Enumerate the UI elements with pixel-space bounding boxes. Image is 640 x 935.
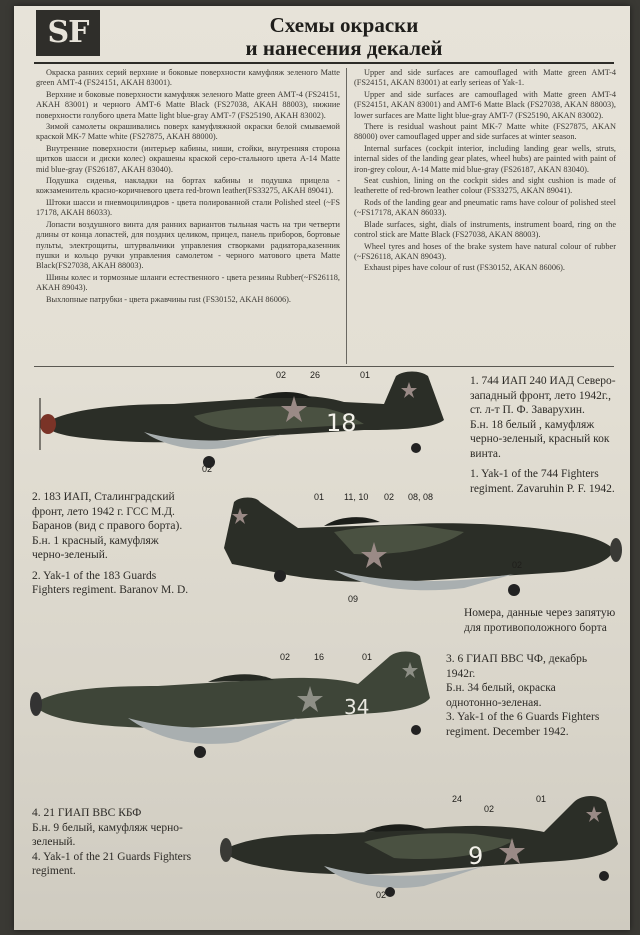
callout-label: 09 (348, 594, 359, 604)
callout-label: 02 (376, 890, 387, 900)
callout-label: 01 (314, 492, 325, 502)
en-paragraph: Upper and side surfaces are camouflaged with Matte green AMT-4 (FS24151, AKAN 83001) and AMT-6 Matte Black (FS27038, AKAN 88003), lower surfaces are Matte light blue-gray AMT-7 (FS25190, AKAN 83002). (354, 89, 616, 120)
callout-label: 01 (360, 370, 371, 380)
aircraft-profile-3 (18, 646, 438, 768)
ru-paragraph: Лопасти воздушного винта для ранних вариантов тыльная часть на три четверти длины от конца лопастей, для поздних целиком, прицел, панель приборов, бортовые пульты, электрощиты, штурвальчики управления створками радиатора,казенник пушки и кольцо ручки управления самолетом - черного матового цвета Matte Black(FS27038, AKAH 88003). (36, 219, 340, 271)
callout-label: 02 (484, 804, 495, 814)
aircraft-profile-4 (214, 788, 626, 900)
decal-sheet (14, 6, 630, 930)
section-rule (34, 366, 614, 367)
tail-number-34: 34 (344, 695, 370, 719)
ru-paragraph: Зимой самолеты окрашивались поверх камуфляжной окраски белой смываемой краской МК-7 Matte white (FS27875, AKAH 88000). (36, 122, 340, 142)
english-text-column (354, 68, 616, 275)
tail-number-18: 18 (326, 409, 357, 437)
ru-paragraph: Шины колес и тормозные шланги естественного - цвета резины Rubber(~FS26118, AKAH 89043). (36, 272, 340, 293)
numbering-note: Номера, данные через запятую для противоположного борта (464, 607, 616, 634)
title-line-1: Схемы окраски (269, 13, 419, 37)
callout-label: 11, 10 (344, 492, 369, 502)
en-paragraph: There is residual washout paint MK-7 Matte white (FS27875, AKAN 88000) over camouflaged upper and side surfaces at winter season. (354, 122, 616, 142)
ru-paragraph: Выхлопные патрубки - цвета ржавчины rust (FS30152, AKAH 86006). (46, 294, 291, 304)
brand-logo: SF (36, 10, 100, 56)
callout-label: 02 (512, 560, 523, 570)
en-paragraph: Wheel tyres and hoses of the brake system have natural colour of rubber (~FS26118, AKAN 89043). (354, 241, 616, 261)
ru-paragraph: Внутренние поверхности (интерьер кабины, ниши, стойки, внутренняя сторона щитков шасси и диски колес) окрашены краской серо-стального цвета А-14 Matte mid blue-gray (FS26187, AKAH 83040). (36, 143, 340, 174)
ru-paragraph: Подушка сиденья, накладки на бортах кабины и подушка прицела - кожзаменитель красно-коричневого цвета red-brown leather(FS33275, AKAH 89041). (36, 176, 340, 196)
aircraft-profile-1 (24, 368, 464, 476)
caption-profile-1: 1. 744 ИАП 240 ИАД Северо- западный фронт, лето 1942г., ст. л-т П. Ф. Заварухин. Б.н. 18 белый , камуфляж черно-зеленый, красный кок винта. 1. Yak-1 of the 744 Fighters regiment. Zavaruhin P. F. 1942. (470, 375, 616, 495)
caption-profile-2: 2. 183 ИАП, Сталинградский фронт, лето 1942 г. ГСС М.Д. Баранов (вид с правого борта). Б.н. 1 красный, камуфляж черно-зеленый. 2. Yak-1 of the 183 Guards Fighters regiment. Baranov M. D. (32, 491, 189, 596)
en-paragraph: Exhaust pipes have colour of rust (FS30152, AKAN 86006). (364, 263, 565, 273)
en-paragraph: Upper and side surfaces are camouflaged with Matte green AMT-4 (FS24151, AKAN 83001) at early serieas of Yak-1. (354, 68, 616, 88)
callout-label: 02 (276, 370, 287, 380)
tail-number-9: 9 (468, 842, 484, 870)
callout-label: 08, 08 (408, 492, 434, 502)
callout-label: 02 (280, 652, 291, 662)
caption-profile-4: 4. 21 ГИАП ВВС КБФ Б.н. 9 белый, камуфляж черно- зеленый. 4. Yak-1 of the 21 Guards Fighters regiment. (32, 807, 192, 877)
en-paragraph: Rods of the landing gear and pneumatic rams have colour of polished steel (~FS17178, AKAN 86033). (354, 197, 616, 218)
ru-paragraph: Верхние и боковые поверхности камуфляж зеленого Matte green АМТ-4 (FS24151, AKAH 83001) и черного АМТ-6 Matte Black (FS27038, AKAH 88003), нижние поверхности голубого цвета Matte light blue-gray АМТ-7 (FS25190, AKAH 83002). (36, 89, 340, 120)
ru-paragraph: Окраска ранних серий верхние и боковые поверхности камуфляж зеленого Matte green АМТ-4 (FS24151, AKAH 83001). (36, 68, 340, 88)
callout-label: 16 (314, 652, 325, 662)
callout-label: 02 (202, 464, 213, 474)
aircraft-profile-2 (214, 488, 624, 604)
callout-label: 24 (452, 794, 463, 804)
title-line-2: и нанесения декалей (245, 36, 443, 60)
en-paragraph: Seat cushion, lining on the cockpit sides and sight cushion is made of leatherette of red-brown leather colour (FS33275, AKAN 89041). (354, 176, 616, 196)
header (14, 6, 630, 66)
callout-label: 01 (362, 652, 373, 662)
caption-profile-3: 3. 6 ГИАП ВВС ЧФ, декабрь 1942г. Б.н. 34 белый, окраска однотонно-зеленая. 3. Yak-1 of the 6 Guards Fighters regiment. December 1942. (446, 653, 600, 738)
header-rule (34, 62, 614, 64)
en-paragraph: Internal surfaces (cockpit interior, including landing gear wells, struts, internal sides of the landing gear plates, wheel hubs) are painted with paint of iron-grey colour, A-14 Matte mid blue-gray (FS26187, AKAN 83040). (354, 143, 616, 174)
callout-label: 02 (384, 492, 395, 502)
ru-paragraph: Штоки шасси и пневмоцилиндров - цвета полированной стали Polished steel (~FS 17178, AKAH 86033). (36, 197, 340, 218)
russian-text-column (36, 68, 340, 306)
page-title (214, 14, 474, 60)
callout-label: 26 (310, 370, 321, 380)
column-divider (346, 68, 347, 364)
en-paragraph: Blade surfaces, sight, dials of instruments, instrument board, ring on the control stick are Matte Black (FS27038, AKAN 88003). (354, 219, 616, 240)
callout-label: 01 (536, 794, 547, 804)
